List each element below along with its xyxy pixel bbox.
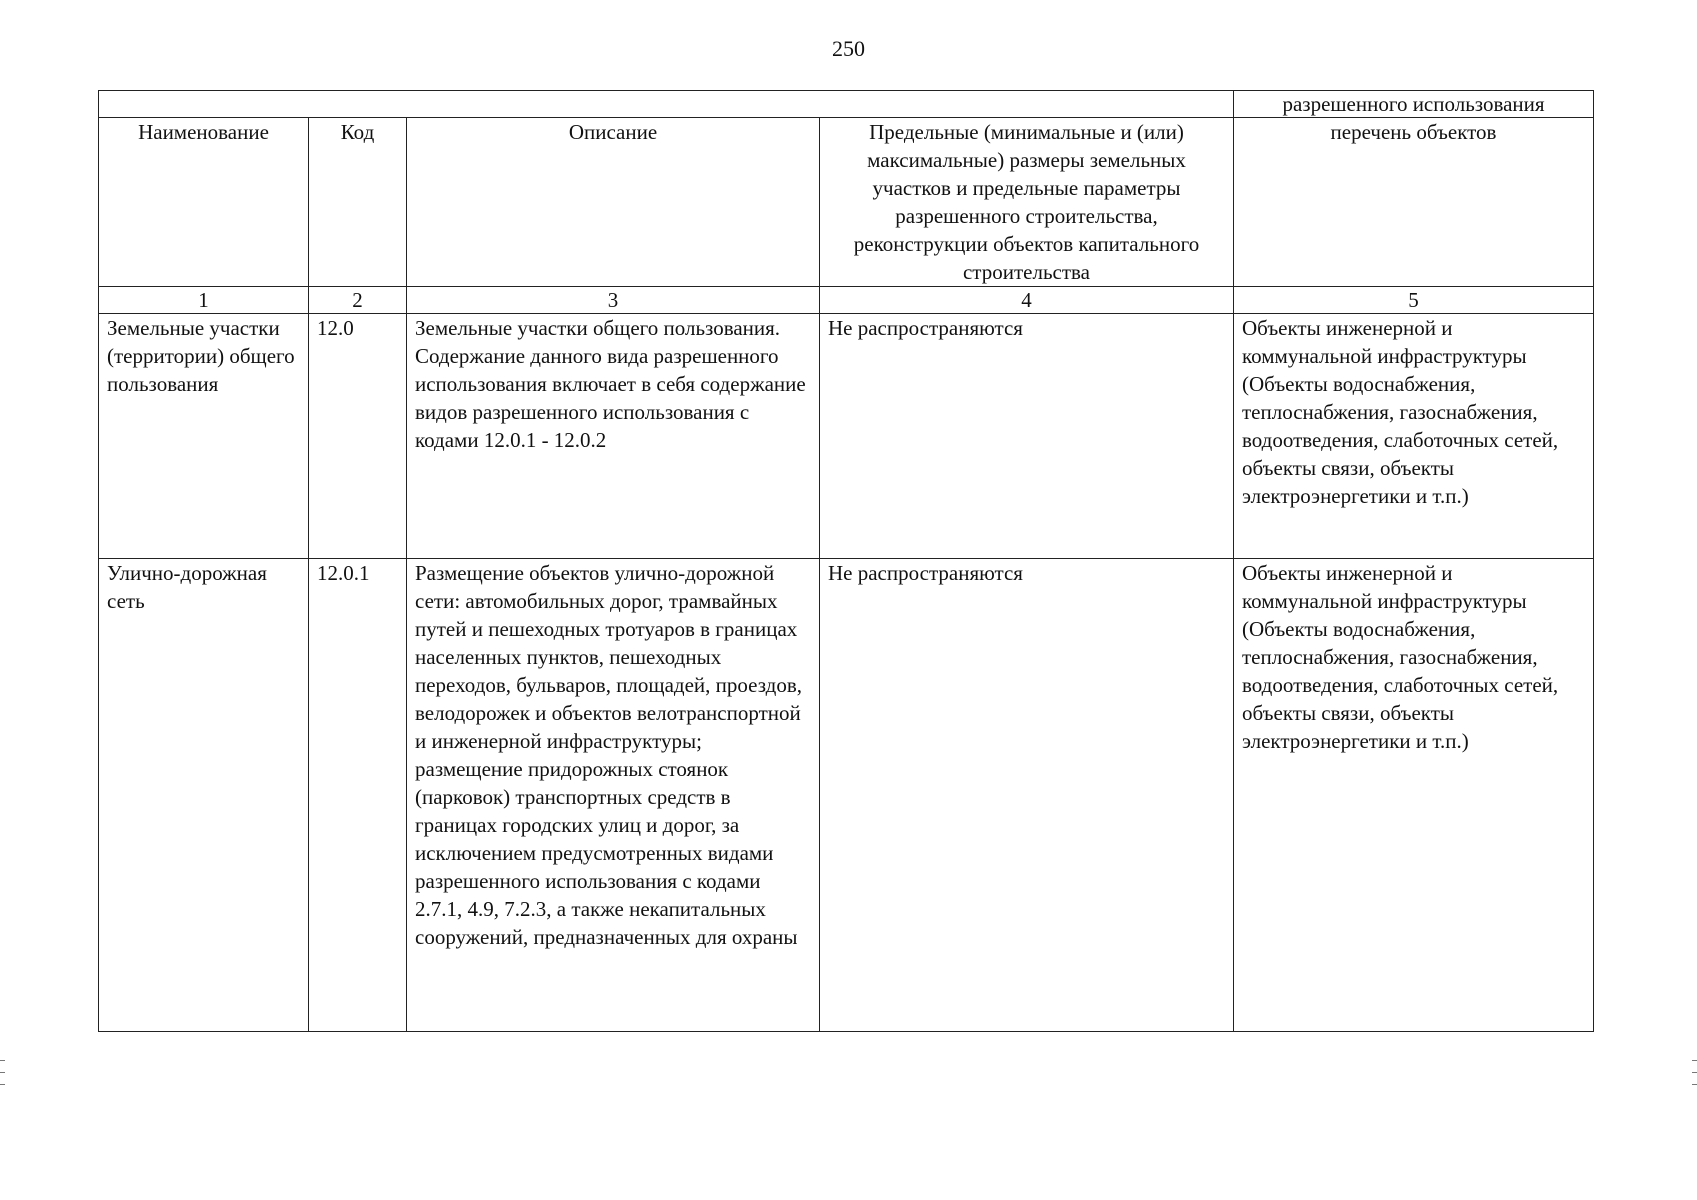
header-permitted-use: разрешенного использования (1234, 91, 1594, 118)
page-number: 250 (832, 36, 865, 61)
row-objects: Объекты инженерной и коммунальной инфраструктуры (Объекты водоснабжения, теплоснабжения, газоснабжения, водоотведения, слаботочных сетей, объекты связи, объекты электроэнергетики и т.п.) (1234, 314, 1594, 559)
column-number: 5 (1234, 287, 1594, 314)
scan-edge-mark (0, 1084, 5, 1085)
permitted-use-table (98, 90, 1594, 1032)
column-number: 1 (99, 287, 309, 314)
header-description: Описание (407, 118, 820, 287)
header-name: Наименование (99, 118, 309, 287)
table-header-row (99, 118, 1594, 287)
row-limits: Не распространяются (820, 559, 1234, 1032)
scan-edge-mark (1692, 1060, 1697, 1061)
table-row (99, 314, 1594, 559)
scan-edge-mark (0, 1060, 5, 1061)
row-code: 12.0.1 (309, 559, 407, 1032)
header-objects-list: перечень объектов (1234, 118, 1594, 287)
header-code: Код (309, 118, 407, 287)
table-top-row (99, 91, 1594, 118)
column-number: 3 (407, 287, 820, 314)
column-number-row (99, 287, 1594, 314)
table-top-spacer (99, 91, 1234, 118)
row-limits: Не распространяются (820, 314, 1234, 559)
row-objects: Объекты инженерной и коммунальной инфраструктуры (Объекты водоснабжения, теплоснабжения, газоснабжения, водоотведения, слаботочных сетей, объекты связи, объекты электроэнергетики и т.п.) (1234, 559, 1594, 1032)
header-limits: Предельные (минимальные и (или) максимальные) размеры земельных участков и предельные параметры разрешенного строительства, реконструкции объектов капитального строительства (820, 118, 1234, 287)
row-description: Земельные участки общего пользования. Содержание данного вида разрешенного использования включает в себя содержание видов разрешенного использования с кодами 12.0.1 - 12.0.2 (407, 314, 820, 559)
row-name: Улично-дорожная сеть (99, 559, 309, 1032)
scan-edge-mark (1692, 1072, 1697, 1073)
row-description: Размещение объектов улично-дорожной сети: автомобильных дорог, трамвайных путей и пешеходных тротуаров в границах населенных пунктов, пешеходных переходов, бульваров, площадей, проездов, велодорожек и объектов велотранспортной и инженерной инфраструктуры; размещение придорожных стоянок (парковок) транспортных средств в границах городских улиц и дорог, за исключением предусмотренных видами разрешенного использования с кодами 2.7.1, 4.9, 7.2.3, а также некапитальных сооружений, предназначенных для охраны (407, 559, 820, 1032)
scan-edge-mark (0, 1072, 5, 1073)
row-code: 12.0 (309, 314, 407, 559)
table-row (99, 559, 1594, 1032)
column-number: 2 (309, 287, 407, 314)
scan-edge-mark (1692, 1084, 1697, 1085)
row-name: Земельные участки (территории) общего пользования (99, 314, 309, 559)
column-number: 4 (820, 287, 1234, 314)
